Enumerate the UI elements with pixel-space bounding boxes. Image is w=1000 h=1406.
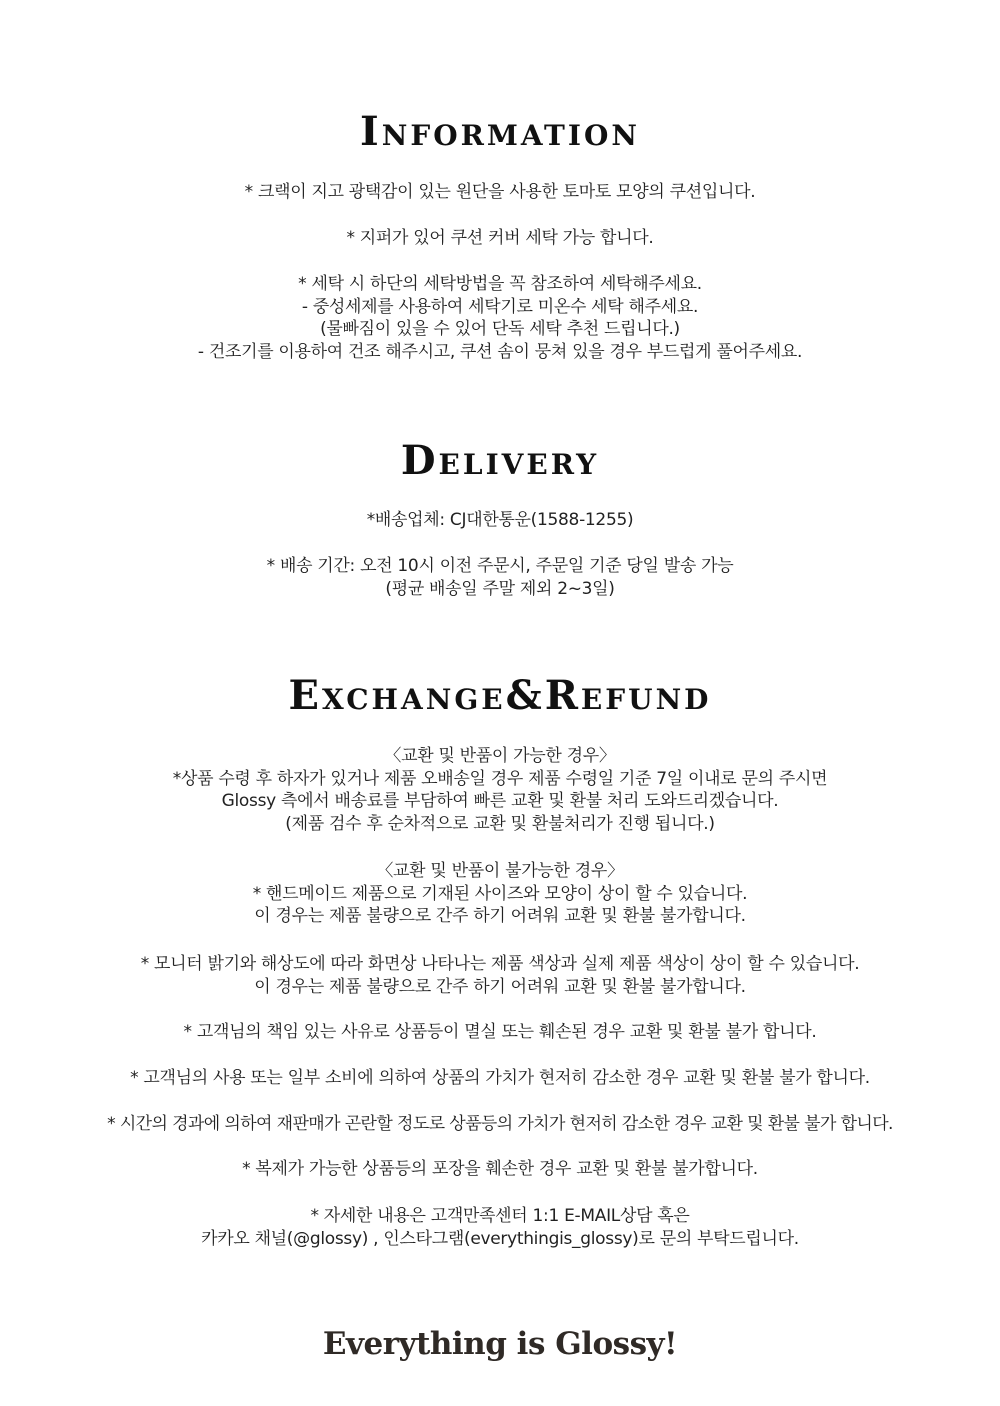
exchange-contact-line: 카카오 채널(@glossy) , 인스타그램(everythingis_glossy)로 문의 부탁드립니다. bbox=[201, 1228, 799, 1249]
exchange-heading: Exchange&Refund bbox=[288, 672, 712, 719]
delivery-period: * 배송 기간: 오전 10시 이전 주문시, 주문일 기준 당일 발송 가능 bbox=[266, 556, 734, 576]
exchange-possible-group bbox=[0, 745, 1000, 835]
exchange-consumption: * 고객님의 사용 또는 일부 소비에 의하여 상품의 가치가 현저히 감소한 경우 교환 및 환불 불가 합니다. bbox=[130, 1068, 870, 1088]
information-line-6: - 건조기를 이용하여 건조 해주시고, 쿠션 솜이 뭉쳐 있을 경우 부드럽게 풀어주세요. bbox=[197, 341, 803, 362]
exchange-line: *상품 수령 후 하자가 있거나 제품 오배송일 경우 제품 수령일 기준 7일 이내로 문의 주시면 bbox=[172, 768, 828, 789]
exchange-line: Glossy 측에서 배송료를 부담하여 빠른 교환 및 환불 처리 도와드리겠습니다. bbox=[221, 791, 779, 811]
exchange-impossible-group bbox=[0, 860, 1000, 928]
exchange-line: * 핸드메이드 제품으로 기재된 사이즈와 모양이 상이 할 수 있습니다. bbox=[252, 883, 748, 904]
exchange-monitor-group bbox=[0, 953, 1000, 998]
exchange-line: * 모니터 밝기와 해상도에 따라 화면상 나타나는 제품 색상과 실제 제품 색상이 상이 할 수 있습니다. bbox=[140, 954, 860, 974]
exchange-impossible-title: 〈교환 및 반품이 불가능한 경우〉 bbox=[376, 861, 624, 881]
delivery-heading: Delivery bbox=[400, 437, 600, 484]
delivery-carrier: *배송업체: CJ대한통운(1588-1255) bbox=[366, 510, 634, 530]
information-line-2: * 지퍼가 있어 쿠션 커버 세탁 가능 합니다. bbox=[346, 228, 654, 248]
exchange-responsibility: * 고객님의 책임 있는 사유로 상품등이 멸실 또는 훼손된 경우 교환 및 환불 불가 합니다. bbox=[183, 1022, 817, 1042]
information-line-3: * 세탁 시 하단의 세탁방법을 꼭 참조하여 세탁해주세요. bbox=[298, 274, 702, 294]
exchange-contact-line: * 자세한 내용은 고객만족센터 1:1 E-MAIL상담 혹은 bbox=[310, 1206, 690, 1226]
exchange-line: 이 경우는 제품 불량으로 간주 하기 어려워 교환 및 환불 불가합니다. bbox=[254, 976, 746, 997]
exchange-line: (제품 검수 후 순차적으로 교환 및 환불처리가 진행 됩니다.) bbox=[285, 813, 715, 834]
slogan: Everything is Glossy! bbox=[322, 1326, 678, 1362]
exchange-line: 이 경우는 제품 불량으로 간주 하기 어려워 교환 및 환불 불가합니다. bbox=[254, 906, 746, 926]
exchange-possible-title: 〈교환 및 반품이 가능한 경우〉 bbox=[384, 746, 616, 766]
information-line-4: - 중성세제를 사용하여 세탁기로 미온수 세탁 해주세요. bbox=[301, 296, 699, 317]
information-heading: Information bbox=[360, 108, 640, 155]
exchange-contact-group bbox=[0, 1205, 1000, 1250]
information-line-5: (물빠짐이 있을 수 있어 단독 세탁 추천 드립니다.) bbox=[320, 319, 680, 339]
delivery-period-group bbox=[0, 555, 1000, 600]
information-line-1: * 크랙이 지고 광택감이 있는 원단을 사용한 토마토 모양의 쿠션입니다. bbox=[244, 182, 756, 202]
exchange-time-elapsed: * 시간의 경과에 의하여 재판매가 곤란할 정도로 상품등의 가치가 현저히 감소한 경우 교환 및 환불 불가 합니다. bbox=[107, 1114, 893, 1134]
information-wash-group bbox=[0, 273, 1000, 363]
exchange-packaging: * 복제가 가능한 상품등의 포장을 훼손한 경우 교환 및 환불 불가합니다. bbox=[242, 1159, 758, 1179]
delivery-average: (평균 배송일 주말 제외 2~3일) bbox=[385, 578, 615, 599]
